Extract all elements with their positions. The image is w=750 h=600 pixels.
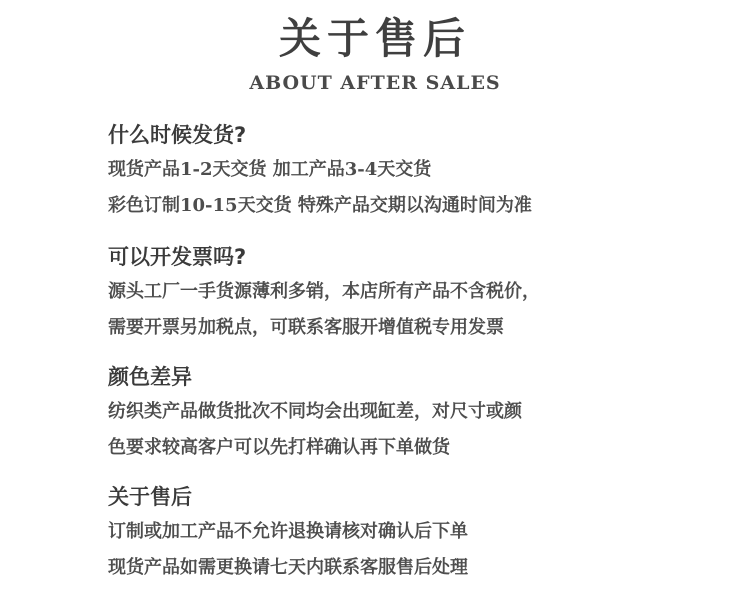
section-heading: 什么时候发货? [108, 123, 247, 147]
section-heading: 颜色差异 [108, 365, 192, 389]
section-text-line: 订制或加工产品不允许退换请核对确认后下单 [108, 521, 468, 542]
section-text-line: 色要求较高客户可以先打样确认再下单做货 [108, 437, 450, 458]
page-subtitle: ABOUT AFTER SALES [249, 72, 501, 94]
page-title: 关于售后 [278, 14, 471, 63]
section-shipping [108, 118, 728, 224]
section-text-line: 彩色订制10-15天交货 特殊产品交期以沟通时间为准 [108, 195, 532, 216]
section-after-sales [108, 480, 728, 586]
section-color-difference [108, 360, 728, 466]
section-heading: 关于售后 [108, 485, 192, 509]
section-text-line: 需要开票另加税点，可联系客服开增值税专用发票 [108, 317, 504, 338]
section-text-line: 纺织类产品做货批次不同均会出现缸差，对尺寸或颜 [108, 401, 522, 422]
section-heading: 可以开发票吗? [108, 245, 247, 269]
section-invoice [108, 240, 728, 346]
section-text-line: 源头工厂一手货源薄利多销，本店所有产品不含税价， [108, 281, 540, 302]
section-text-line: 现货产品如需更换请七天内联系客服售后处理 [108, 557, 468, 578]
section-text-line: 现货产品1-2天交货 加工产品3-4天交货 [108, 159, 432, 180]
